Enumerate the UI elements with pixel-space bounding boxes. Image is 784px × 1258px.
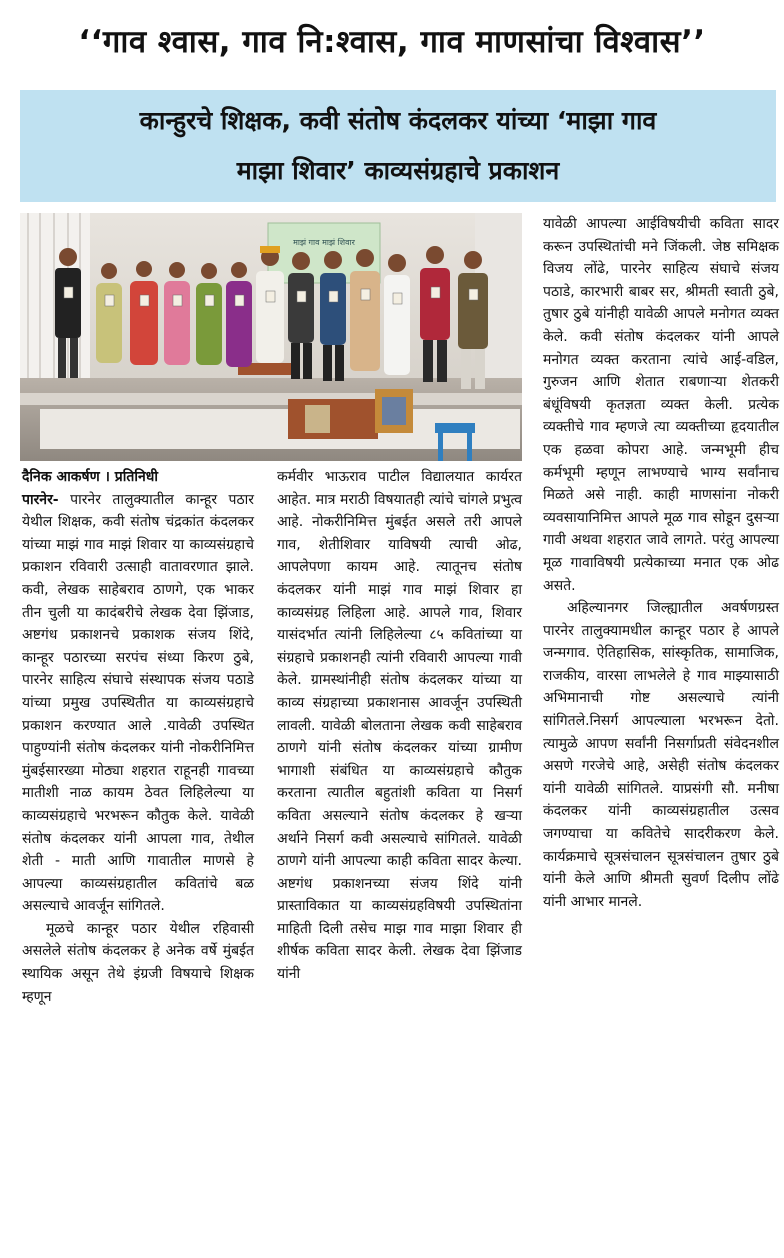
- article-column-3: [543, 213, 779, 913]
- dateline: पारनेर-: [22, 491, 59, 508]
- article-paragraph: मूळचे कान्हूर पठार येथील रहिवासी असलेले संतोष कंदलकर हे अनेक वर्षे मुंबईत स्थायिक असून तेथे इंग्रजी विषयाचे शिक्षक म्हणून: [22, 920, 254, 1005]
- article-column-1: [22, 466, 254, 1008]
- byline: दैनिक आकर्षण । प्रतिनिधी: [22, 469, 158, 485]
- banner-text: माझं गाव माझं शिवार: [293, 238, 355, 247]
- article-paragraph: अहिल्यानगर जिल्ह्यातील अवर्षणग्रस्त पारनेर तालुक्यामधील कान्हूर पठार हे आपले जन्मगाव. ऐतिहासिक, सांस्कृतिक, सामाजिक, राजकीय, वारसा लाभलेले हे गाव माझ्यासाठी अभिमानाची गोष्ट असल्याचे त्यांनी सांगितले.निसर्ग आपल्याला भरभरून देतो. त्यामुळे आपण सर्वांनी निसर्गाप्रती संवेदनशील असणे गरजेचे आहे, असेही संतोष कंदलकर यांनी यावेळी सांगितले. याप्रसंगी सौ. मनीषा कंदलकर यांनी काव्यसंग्रहातील उत्सव जगण्याचा या कवितेचे सादरीकरण केले. कार्यक्रमाचे सूत्रसंचालन सूत्रसंचालन तुषार ठुबे यांनी केले आणि श्रीमती सुवर्ण दिलीप लोंढे यांनी आभार मानले.: [543, 600, 779, 910]
- subheadline-line-1: कान्हुरचे शिक्षक, कवी संतोष कंदलकर यांच्या ‘माझा गाव: [139, 106, 657, 135]
- article-paragraph: यावेळी आपल्या आईविषयीची कविता सादर करून उपस्थितांची मने जिंकली. जेष्ठ समिक्षक विजय लोंढे, पारनेर साहित्य संघाचे संजय पठाडे, कारभारी बाबर सर, श्रीमती स्वाती ठुबे, तुषार ठुबे यांनीही यावेळी आपले मनोगत व्यक्त केले. कवी संतोष कंदलकर यांनी आपले मनोगत व्यक्त करताना त्यांचे आई-वडिल, गुरुजन आणि शेतात राबणाऱ्या शेतकरी बंधूंविषयी कृतज्ञता व्यक्त केली. प्रत्येक व्यक्तीचे गाव म्हणजे त्या व्यक्तीच्या हृदयातील एक हळवा कोपरा आहे. जन्मभूमी हीच कर्मभूमी म्हणून लाभण्याचे भाग्य सर्वांनाच मिळते असे नाही. काही माणसांना नोकरी व्यवसायानिमित्त आपले मूळ गाव सोडून दुसऱ्या गावी अथवा शहरात जावे लागते. परंतु आपल्या मूळ गावाविषयी प्रत्येकाच्या मनात एक ओढ असते.: [543, 216, 779, 594]
- article-column-2: [277, 466, 522, 986]
- article-paragraph: [22, 489, 254, 918]
- headline: ‘‘गाव श्वास, गाव नि:श्वास, गाव माणसांचा विश्वास’’: [78, 24, 706, 60]
- subheadline-line-2: माझा शिवार’ काव्यसंग्रहाचे प्रकाशन: [236, 156, 560, 185]
- event-photo: [20, 213, 522, 461]
- article-paragraph: कर्मवीर भाऊराव पाटील विद्यालयात कार्यरत आहेत. मात्र मराठी विषयातही त्यांचे चांगले प्रभुत्व आहे. नोकरीनिमित्त मुंबईत असले तरी आपले गाव, शेतीशिवार याविषयी त्याची ओढ, आपलेपणा कायम आहे. त्यातूनच संतोष कंदलकर यांनी माझं गाव माझं शिवार हा काव्यसंग्रह लिहिला आहे. आपले गाव, शिवार यासंदर्भात त्यांनी लिहिलेल्या ८५ कवितांच्या या संग्रहाचे प्रकाशनही त्यांनी रविवारी आपल्या गावी केले. ग्रामस्थांनीही संतोष कंदलकर यांच्या या काव्य संग्रहाच्या प्रकाशनास आवर्जून उपस्थिती लावली. यावेळी बोलताना लेखक कवी साहेबराव ठाणगे यांनी संतोष कंदलकर यांच्या ग्रामीण भागाशी संबंधित या काव्यसंग्रहाचे कौतुक करताना त्यातील बहुतांशी कविता या निसर्ग कविता असल्याने संतोष कंदलकर हे खऱ्या अर्थाने निसर्ग कवी असल्याचे सांगितले. यावेळी ठाणगे यांनी आपल्या काही कविता सादर केल्या. अष्टगंध प्रकाशनच्या संजय शिंदे यांनी प्रास्ताविकात या काव्यसंग्रहविषयी उपस्थितांना माहिती दिली तसेच माझ गाव माझा शिवार ही शीर्षक कविता सादर केली. लेखक देवा झिंजाड यांनी: [277, 469, 522, 983]
- paragraph-text: पारनेर तालुक्यातील कान्हूर पठार येथील शिक्षक, कवी संतोष चंद्रकांत कंदलकर यांच्या माझं गाव माझं शिवार या काव्यसंग्रहाचे प्रकाशन रविवारी उत्साही वातावरणात झाले. कवी, लेखक साहेबराव ठाणगे, एक भाकर तीन चुली या कादंबरीचे लेखक देवा झिंजाड, अष्टगंध प्रकाशनचे प्रकाशक संजय शिंदे, कान्हूर पठारच्या सरपंच संध्या किरण ठुबे, पारनेर साहित्य संघाचे संस्थापक संजय पठाडे यांच्या प्रमुख उपस्थितीत या काव्यसंग्रहाचे प्रकाशन करण्यात आले .यावेळी उपस्थित पाहुण्यांनी संतोष कंदलकर यांनी नोकरीनिमित्त मुंबईसारख्या मोठ्या शहरात राहूनही गावच्या मातीशी नाळ कायम ठेवत लिहिलेल्या या काव्यसंग्रहाचे भरभरून कौतुक केले. यावेळी संतोष कंदलकर यांनी आपला गाव, तेथील शेती - माती आणि गावातील माणसे हे आपल्या काव्यसंग्रहातील कवितांचे बळ असल्याचे आवर्जून सांगितले.: [22, 491, 254, 915]
- subheadline-box: [20, 90, 776, 202]
